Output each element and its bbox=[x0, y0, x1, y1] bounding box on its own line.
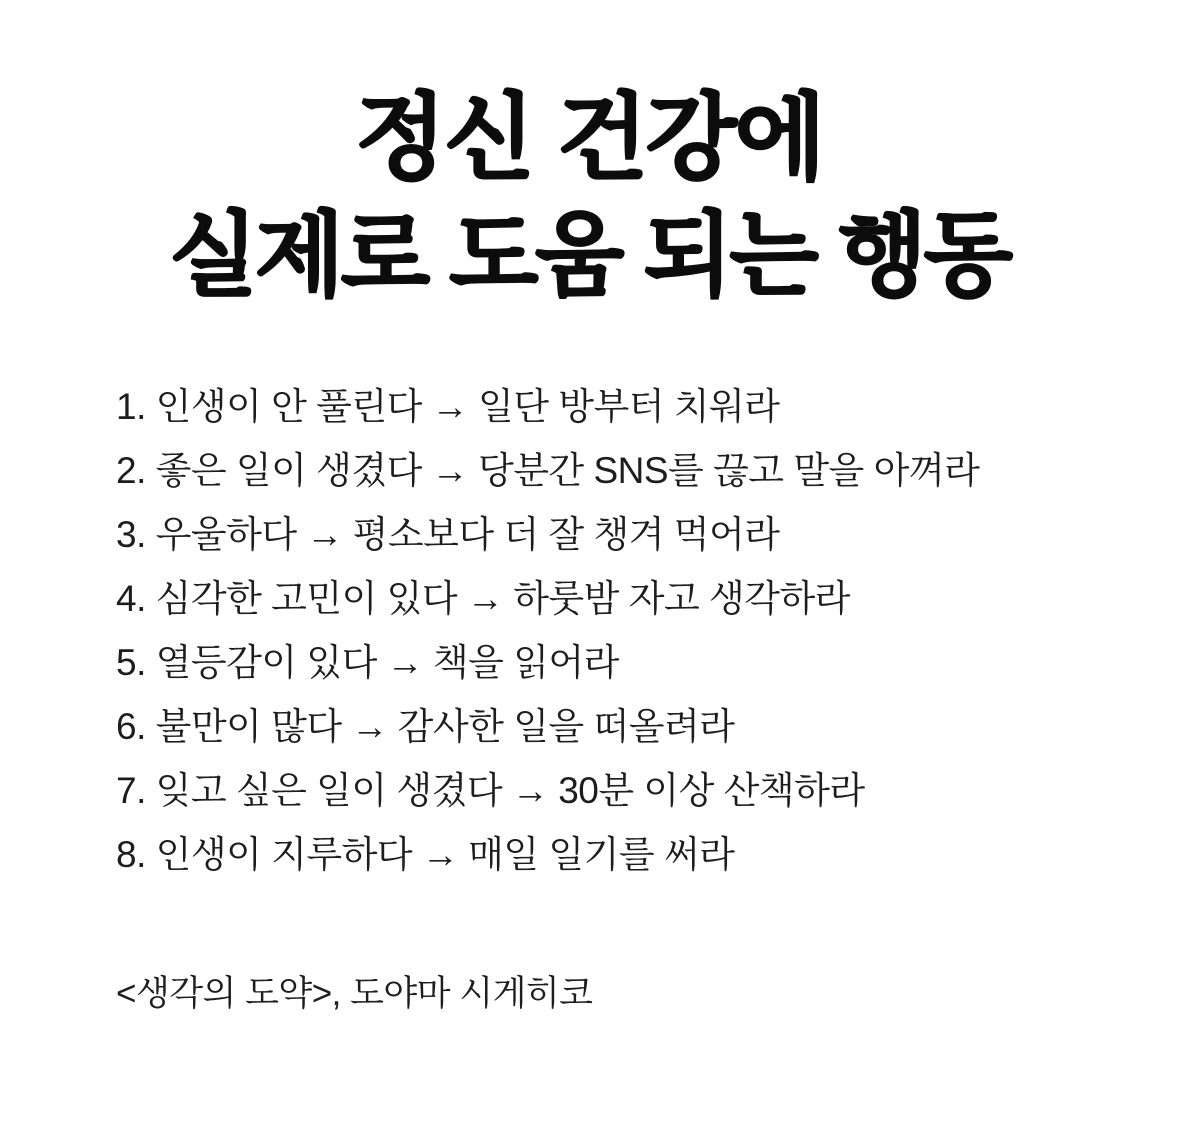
source-attribution bbox=[0, 966, 1179, 1016]
list-item: 4. 심각한 고민이 있다 → 하룻밤 자고 생각하라 bbox=[116, 578, 850, 620]
list-item: 6. 불만이 많다 → 감사한 일을 떠올려라 bbox=[116, 706, 735, 748]
source-text: <생각의 도약>, 도야마 시게히코 bbox=[116, 974, 593, 1014]
list-item: 1. 인생이 안 풀린다 → 일단 방부터 치워라 bbox=[116, 386, 780, 428]
title-line-2: 실제로 도움 되는 행동 bbox=[169, 205, 1010, 308]
list-item: 7. 잊고 싶은 일이 생겼다 → 30분 이상 산책하라 bbox=[116, 770, 865, 812]
list-item: 3. 우울하다 → 평소보다 더 잘 챙겨 먹어라 bbox=[116, 514, 780, 556]
page-title bbox=[0, 0, 1179, 316]
list-item: 8. 인생이 지루하다 → 매일 일기를 써라 bbox=[116, 834, 735, 876]
list-item: 5. 열등감이 있다 → 책을 읽어라 bbox=[116, 642, 619, 684]
list-item: 2. 좋은 일이 생겼다 → 당분간 SNS를 끊고 말을 아껴라 bbox=[116, 450, 980, 492]
title-line-1: 정신 건강에 bbox=[355, 85, 824, 190]
advice-list bbox=[0, 388, 1179, 900]
